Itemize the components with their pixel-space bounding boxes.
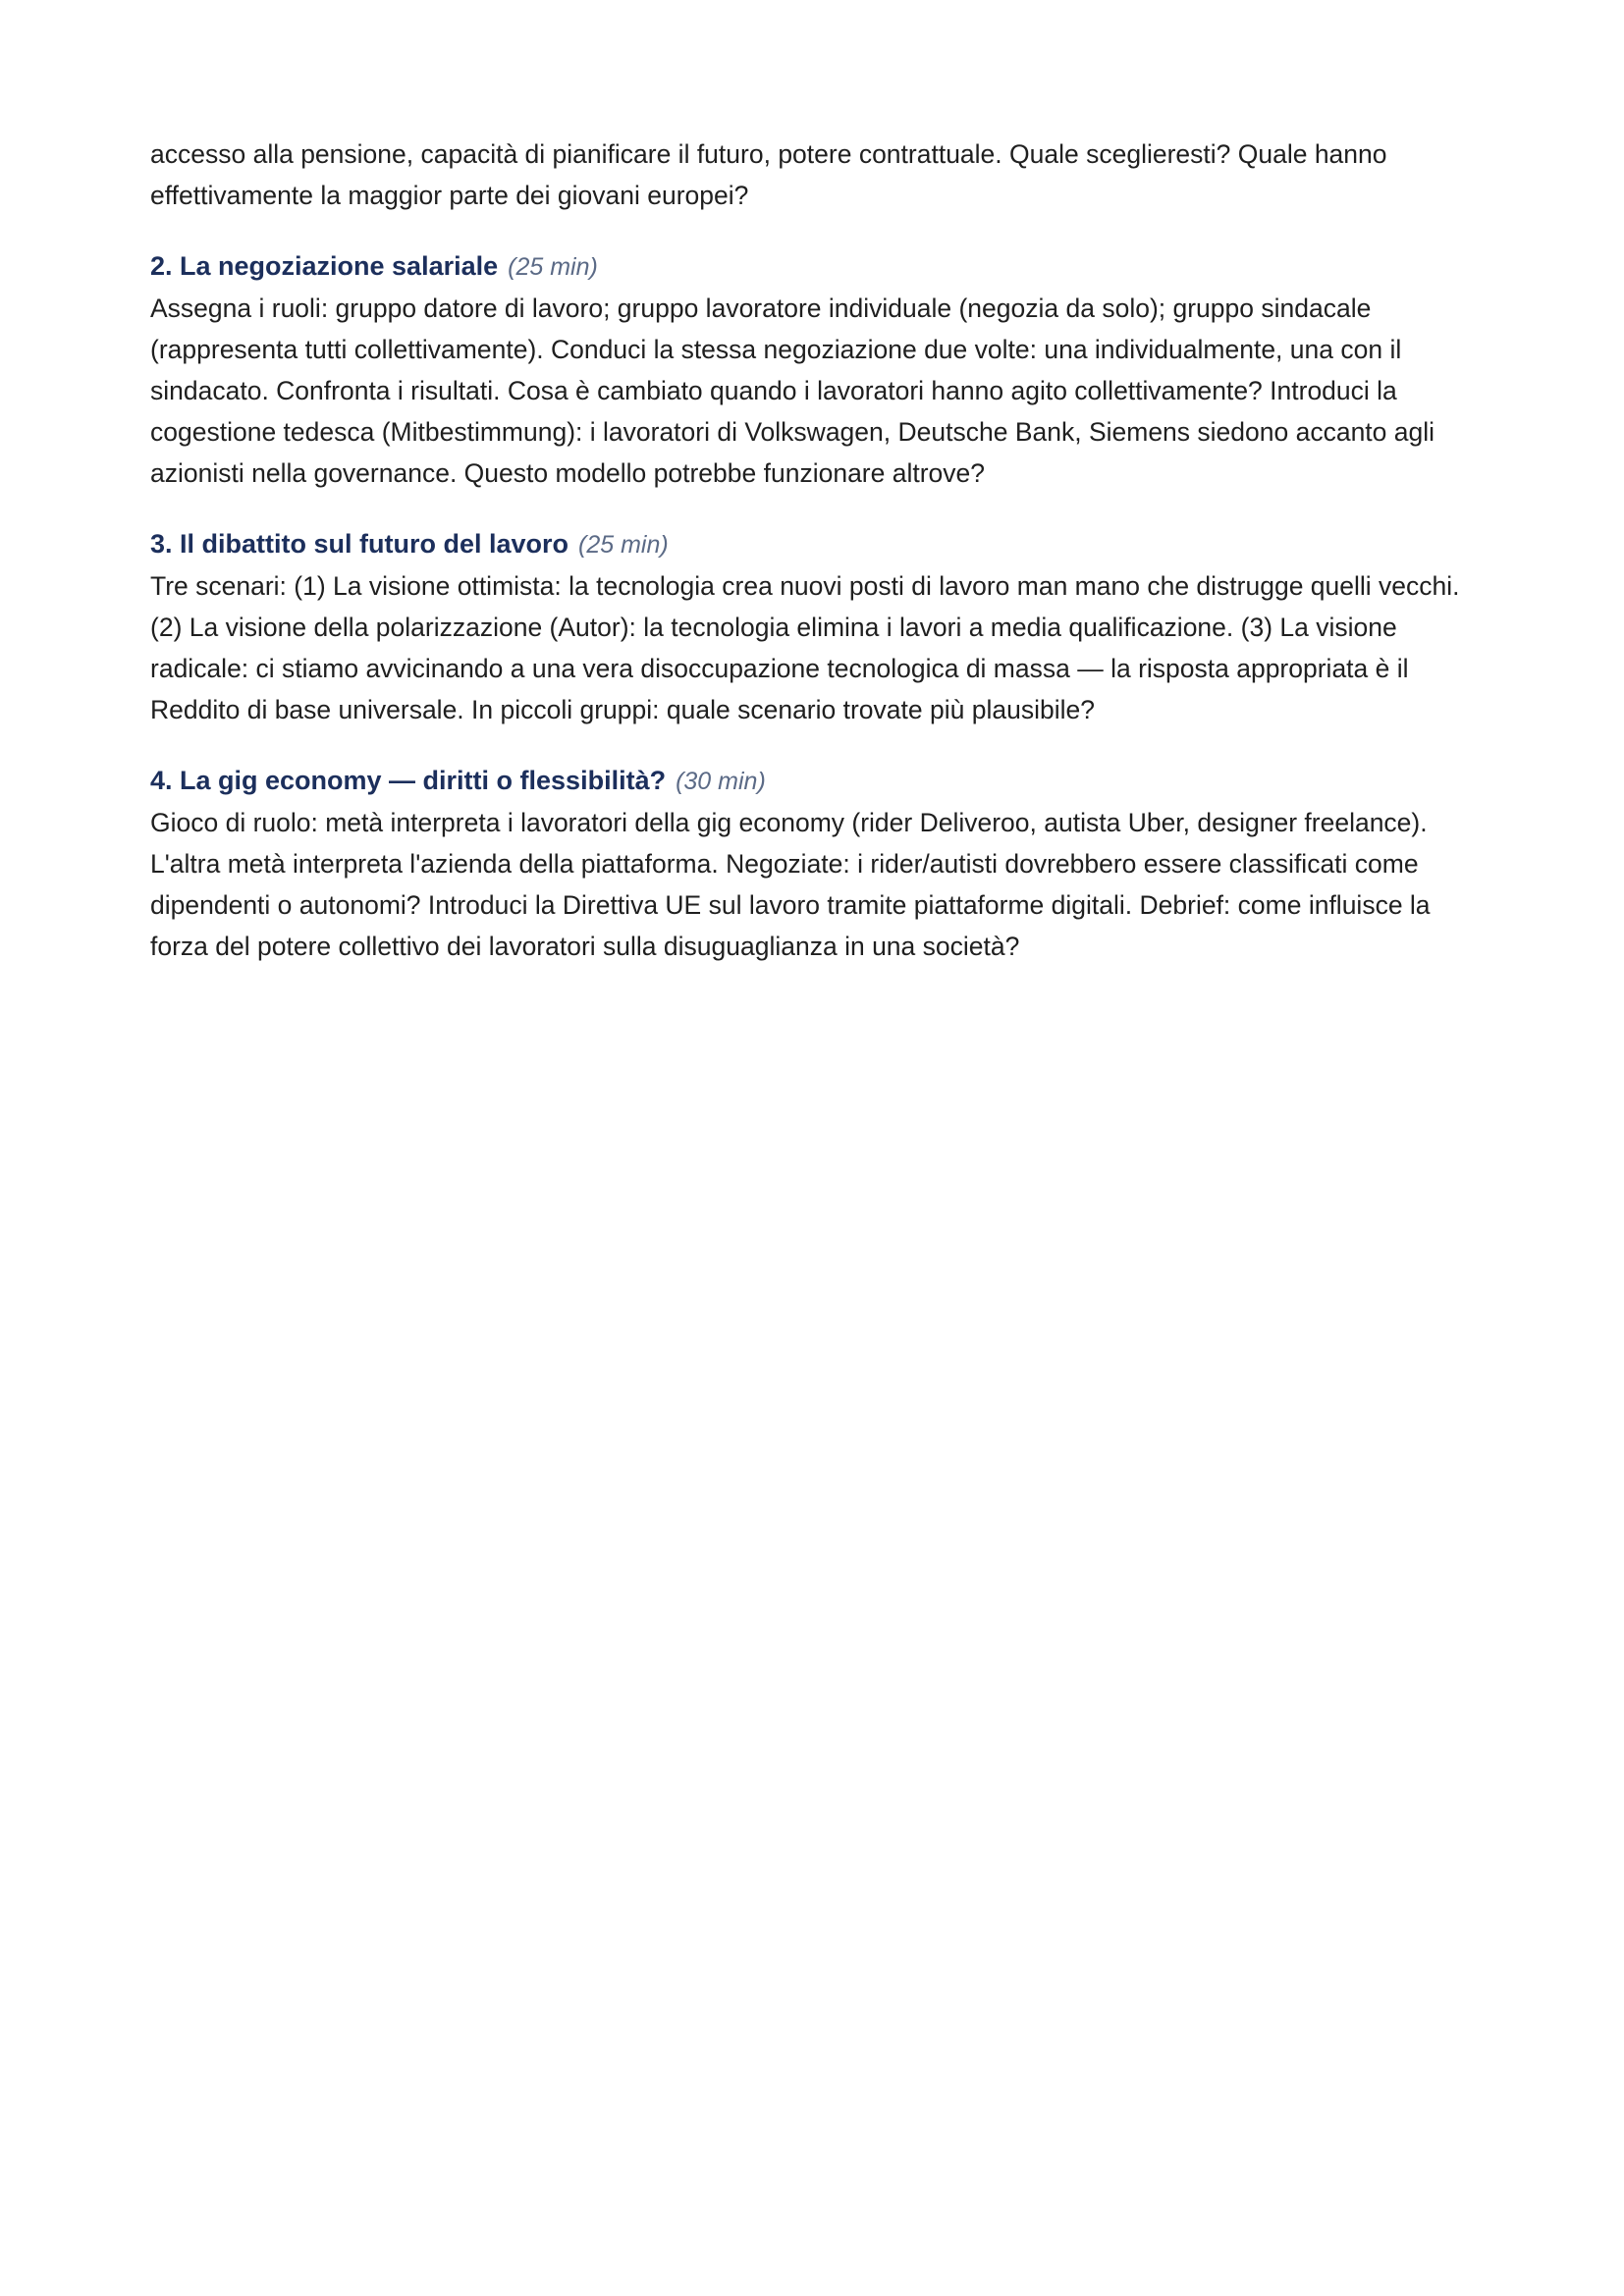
section-heading (150, 760, 1486, 802)
section-gig-economy (150, 760, 1486, 967)
section-title: 2. La negoziazione salariale (150, 251, 499, 281)
section-heading (150, 245, 1486, 288)
section-heading (150, 523, 1486, 565)
section-duration: (30 min) (676, 768, 766, 795)
section-duration: (25 min) (508, 253, 598, 281)
section-title: 4. La gig economy — diritti o flessibilità? (150, 766, 667, 795)
document-page (150, 133, 1486, 967)
section-title: 3. Il dibattito sul futuro del lavoro (150, 529, 569, 559)
section-body: Tre scenari: (1) La visione ottimista: la tecnologia crea nuovi posti di lavoro man mano che distrugge quelli vecchi. (2) La visione della polarizzazione (Autor): la tecnologia elimina i lavori a media qualificazione. (3) La visione radicale: ci stiamo avvicinando a una vera disoccupazione tecnologica di massa — la risposta appropriata è il Reddito di base universale. In piccoli gruppi: quale scenario trovate più plausibile? (150, 571, 1460, 724)
section-wage-negotiation (150, 245, 1486, 494)
section-body: Gioco di ruolo: metà interpreta i lavoratori della gig economy (rider Deliveroo, autista Uber, designer freelance). L'altra metà interpreta l'azienda della piattaforma. Negoziate: i rider/autisti dovrebbero essere classificati come dipendenti o autonomi? Introduci la Direttiva UE sul lavoro tramite piattaforme digitali. Debrief: come influisce la forza del potere collettivo dei lavoratori sulla disuguaglianza in una società? (150, 808, 1431, 961)
intro-continuation-paragraph: accesso alla pensione, capacità di pianificare il futuro, potere contrattuale. Quale sceglieresti? Quale hanno effettivamente la maggior parte dei giovani europei? (150, 139, 1387, 210)
section-body: Assegna i ruoli: gruppo datore di lavoro; gruppo lavoratore individuale (negozia da solo); gruppo sindacale (rappresenta tutti collettivamente). Conduci la stessa negoziazione due volte: una individualmente, una con il sindacato. Confronta i risultati. Cosa è cambiato quando i lavoratori hanno agito collettivamente? Introduci la cogestione tedesca (Mitbestimmung): i lavoratori di Volkswagen, Deutsche Bank, Siemens siedono accanto agli azionisti nella governance. Questo modello potrebbe funzionare altrove? (150, 294, 1435, 488)
section-duration: (25 min) (578, 531, 669, 559)
section-future-of-work-debate (150, 523, 1486, 730)
